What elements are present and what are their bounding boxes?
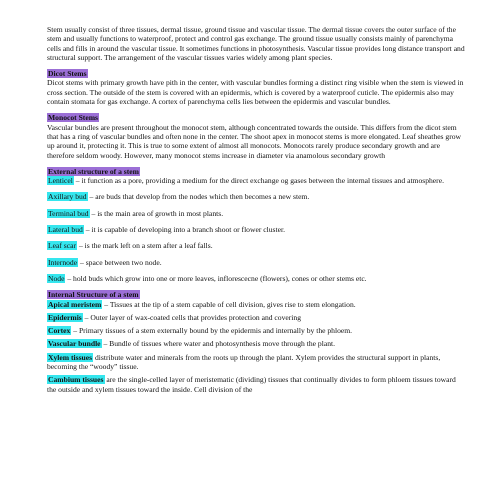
- def-leaf-scar: – is the mark left on a stem after a leaf falls.: [77, 241, 213, 251]
- def-node: – hold buds which grow into one or more leaves, inflorescecne (flowers), cones or other stems etc.: [65, 273, 367, 283]
- def-internode: – space between two node.: [78, 257, 162, 267]
- internal-item-epidermis: [47, 313, 465, 322]
- external-item-internode: [47, 258, 465, 267]
- def-cortex: – Primary tissues of a stem externally bound by the epidermis and internally by the phloem.: [71, 326, 353, 336]
- external-heading-text: External structure of a stem: [48, 166, 139, 176]
- dicot-heading-text: Dicot Stems: [48, 69, 87, 79]
- external-item-axillary-bud: [47, 192, 465, 201]
- term-node: Node: [48, 273, 65, 283]
- def-cambium-tissues: are the single-celled layer of meristematic (dividing) tissues that continually divides to form phloem tissues toward the outside and xylem tissues toward the inside. Cell division of the: [47, 375, 456, 394]
- term-cambium-tissues: Cambium tissues: [48, 375, 104, 385]
- internal-item-xylem-tissues: [47, 353, 465, 372]
- def-vascular-bundle: – Bundle of tissues where water and photosynthesis move through the plant.: [101, 339, 336, 349]
- def-lenticel: – it function as a pore, providing a medium for the direct exchange og gases between the internal tissues and atmosphere.: [73, 176, 444, 186]
- term-cortex: Cortex: [48, 326, 71, 336]
- external-item-lateral-bud: [47, 225, 465, 234]
- monocot-paragraph: Vascular bundles are present throughout the monocot stem, although concentrated towards the outside. This differs from the dicot stem that has a ring of vascular bundles and often none in the center. The shoot apex in monocot stems is more elongated. Leaf sheathes grow up around it, protecting it. This is true to some extent of almost all monocots. Monocots rarely produce secondary growth and are therefore seldom woody. However, many monocot stems increase in diameter via anamolous secondary growth: [47, 122, 462, 160]
- monocot-heading: [47, 113, 465, 122]
- intro-paragraph: Stem usually consist of three tissues, dermal tissue, ground tissue and vascular tissue. The dermal tissue covers the outer surface of the stem and usually functions to waterproof, protect and control gas exchange. The ground tissue usually consists mainly of parenchyma cells and fills in around the vascular tissue. It sometimes functions in photosynthesis. Vascular tissue provides long distance transport and structural support. The arrangement of the vascular tissues varies widely among plant species.: [47, 25, 465, 62]
- def-axillary-bud: – are buds that develop from the nodes which then becomes a new stem.: [87, 192, 310, 202]
- external-heading: [47, 167, 465, 176]
- def-epidermis: – Outer layer of wax-coated cells that provides protection and covering: [82, 312, 302, 322]
- internal-heading: [47, 290, 465, 299]
- external-item-lenticel: [47, 176, 465, 185]
- def-apical-meristem: – Tissues at the tip of a stem capable of cell division, gives rise to stem elongation.: [102, 299, 356, 309]
- dicot-paragraph: Dicot stems with primary growth have pith in the center, with vascular bundles forming a distinct ring visible when the stem is viewed in cross section. The outside of the stem is covered with an epidermis, which is covered by a waterproof cuticle. The epidermis also may contain stomata for gas exchange. A cortex of parenchyma cells lies between the epidermis and vascular bundles.: [47, 78, 464, 107]
- term-apical-meristem: Apical meristem: [48, 299, 102, 309]
- term-lateral-bud: Lateral bud: [48, 225, 83, 235]
- term-xylem-tissues: Xylem tissues: [48, 352, 93, 362]
- term-axillary-bud: Axillary bud: [48, 192, 87, 202]
- internal-item-vascular-bundle: [47, 339, 465, 348]
- external-item-node: [47, 274, 465, 283]
- def-lateral-bud: – it is capable of developing into a branch shoot or flower cluster.: [83, 225, 285, 235]
- external-item-terminal-bud: [47, 209, 465, 218]
- term-terminal-bud: Terminal bud: [48, 208, 89, 218]
- term-vascular-bundle: Vascular bundle: [48, 339, 101, 349]
- internal-item-cortex: [47, 326, 465, 335]
- internal-item-apical-meristem: [47, 300, 465, 309]
- dicot-heading: [47, 69, 465, 78]
- term-lenticel: Lenticel: [48, 176, 73, 186]
- term-internode: Internode: [48, 257, 78, 267]
- monocot-heading-text: Monocot Stems: [48, 113, 98, 123]
- internal-heading-text: Internal Structure of a stem: [48, 290, 139, 300]
- term-epidermis: Epidermis: [48, 312, 82, 322]
- internal-item-cambium-tissues: [47, 375, 465, 394]
- def-xylem-tissues: distribute water and minerals from the roots up through the plant. Xylem provides the structural support in plants, becoming the “woody” tissue.: [47, 352, 441, 372]
- term-leaf-scar: Leaf scar: [48, 241, 77, 251]
- external-item-leaf-scar: [47, 241, 465, 250]
- def-terminal-bud: – is the main area of growth in most plants.: [89, 208, 224, 218]
